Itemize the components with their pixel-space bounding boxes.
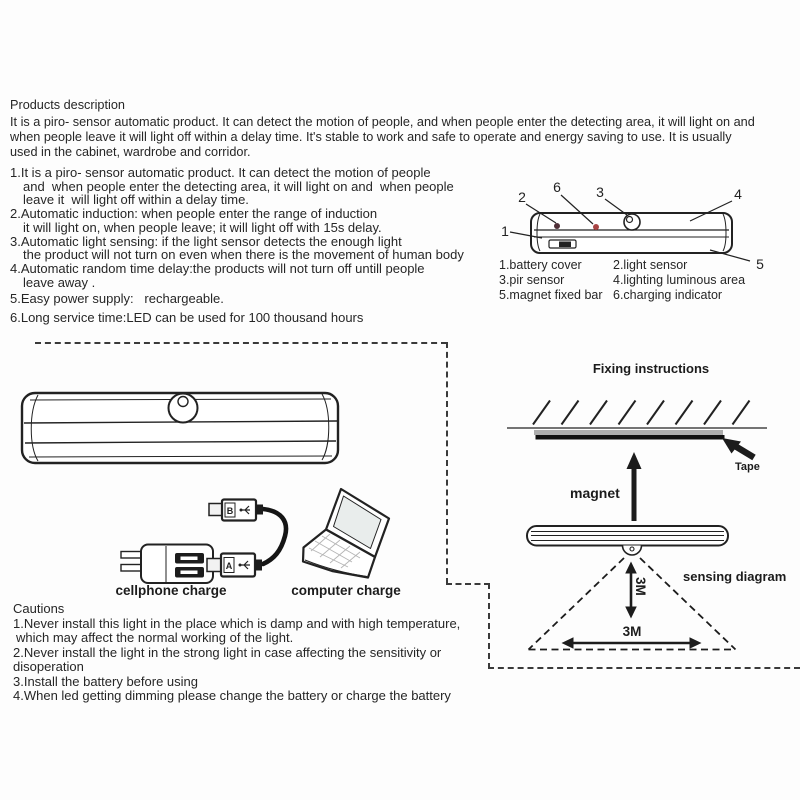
- fixing-instructions-title: Fixing instructions: [592, 361, 710, 376]
- legend-row: [499, 288, 745, 303]
- feature-line: 1.It is a piro- sensor automatic product. It can detect the motion of people: [10, 165, 431, 180]
- legend-item: 5.magnet fixed bar: [499, 288, 603, 303]
- legend-item: 1.battery cover: [499, 258, 582, 272]
- usb-connector-b: [209, 500, 263, 521]
- cautions-title: Cautions: [13, 601, 65, 616]
- pir-dome-large: [169, 394, 198, 423]
- magnet-bar: [534, 430, 723, 435]
- cautions-section: [13, 602, 460, 704]
- usb-b-label: B: [226, 506, 234, 516]
- cellphone-charge-label: cellphone charge: [115, 583, 227, 598]
- caution-line: 2.Never install the light in the strong light in case affecting the sensitivity or: [13, 644, 442, 660]
- laptop: [303, 489, 389, 578]
- parts-legend: [499, 258, 745, 304]
- feature-line: 3.Automatic light sensing: if the light sensor detects the enough light: [10, 233, 402, 249]
- plug-prong: [121, 552, 143, 559]
- callout-4: 4: [734, 186, 742, 202]
- feature-line: 4.Automatic random time delay:the products will not turn off untill people: [10, 260, 425, 276]
- caution-line: which may affect the normal working of the light.: [16, 630, 294, 645]
- caution-line: 1.Never install this light in the place which is damp and with high temperature,: [13, 615, 461, 631]
- charging-indicator-dot: [593, 224, 599, 230]
- light-bar-sensing-view: [527, 526, 728, 555]
- callout-2: 2: [518, 189, 526, 205]
- feature-line: 6.Long service time:LED can be used for 100 thousand hours: [10, 310, 364, 326]
- dashed-divider: [446, 342, 448, 584]
- light-bar-side-view: [531, 213, 732, 253]
- products-description-section: [10, 98, 755, 160]
- feature-line: leave away .: [23, 274, 96, 290]
- horizontal-range-value: 3M: [622, 624, 642, 639]
- usb-a-label: A: [225, 561, 233, 571]
- callout-5: 5: [756, 256, 764, 272]
- feature-line: the product will not turn on even when there is the movement of human body: [23, 247, 464, 263]
- legend-row: [499, 273, 745, 288]
- wall-charger: [121, 545, 213, 584]
- tape-strip: [536, 435, 725, 440]
- feature-line: 5.Easy power supply: rechargeable.: [10, 291, 224, 307]
- callout-3: 3: [596, 184, 604, 200]
- computer-charge-label: computer charge: [291, 583, 401, 598]
- sensing-diagram-label: sensing diagram: [683, 569, 787, 584]
- fixing-instructions-diagram: [480, 392, 800, 658]
- legend-item: 3.pir sensor: [499, 273, 565, 288]
- feature-line: 2.Automatic induction: when people enter the range of induction: [10, 206, 378, 222]
- description-line: used in the cabinet, wardrobe and corridor.: [10, 145, 251, 160]
- legend-item: 6.charging indicator: [613, 288, 723, 303]
- legend-item: 2.light sensor: [613, 258, 688, 272]
- caution-line: 3.Install the battery before using: [13, 673, 199, 689]
- magnet-label: magnet: [570, 485, 620, 501]
- dashed-divider: [488, 667, 800, 669]
- vertical-range-value: 3M: [633, 577, 648, 596]
- light-bar-large: [22, 393, 338, 463]
- description-line: when people leave it will light off within a delay time. It's stable to work and safe to operate and energy saving to use. It is usually: [10, 130, 732, 145]
- tape-label: Tape: [735, 461, 760, 473]
- tape-arrow: [722, 438, 754, 458]
- usb-connector-a: [207, 554, 262, 577]
- description-line: It is a piro- sensor automatic product. It can detect the motion of people, and when people enter the detecting area, it will light on and: [10, 115, 755, 130]
- feature-line: and when people enter the detecting area, it will light on and when people: [23, 178, 454, 194]
- features-list: [10, 166, 464, 325]
- dashed-divider: [35, 342, 447, 344]
- caution-line: disoperation: [13, 659, 84, 674]
- usb-cable: [207, 500, 286, 577]
- callout-6: 6: [553, 179, 561, 195]
- ceiling-hatching: [507, 401, 767, 429]
- caution-line: 4.When led getting dimming please change the battery or charge the battery: [13, 688, 451, 703]
- products-description-title: Products description: [10, 98, 125, 112]
- feature-line: leave it will light off within a delay time.: [23, 192, 249, 208]
- callout-1: 1: [501, 223, 509, 239]
- plug-prong: [121, 565, 143, 572]
- light-sensor-dot: [554, 223, 560, 229]
- feature-line: it will light on, when people leave; it will light off with 15s delay.: [23, 219, 382, 235]
- legend-row: [499, 258, 745, 273]
- product-charging-illustration: [10, 383, 410, 600]
- legend-item: 4.lighting luminous area: [613, 273, 746, 288]
- magnet-arrow: [627, 452, 642, 521]
